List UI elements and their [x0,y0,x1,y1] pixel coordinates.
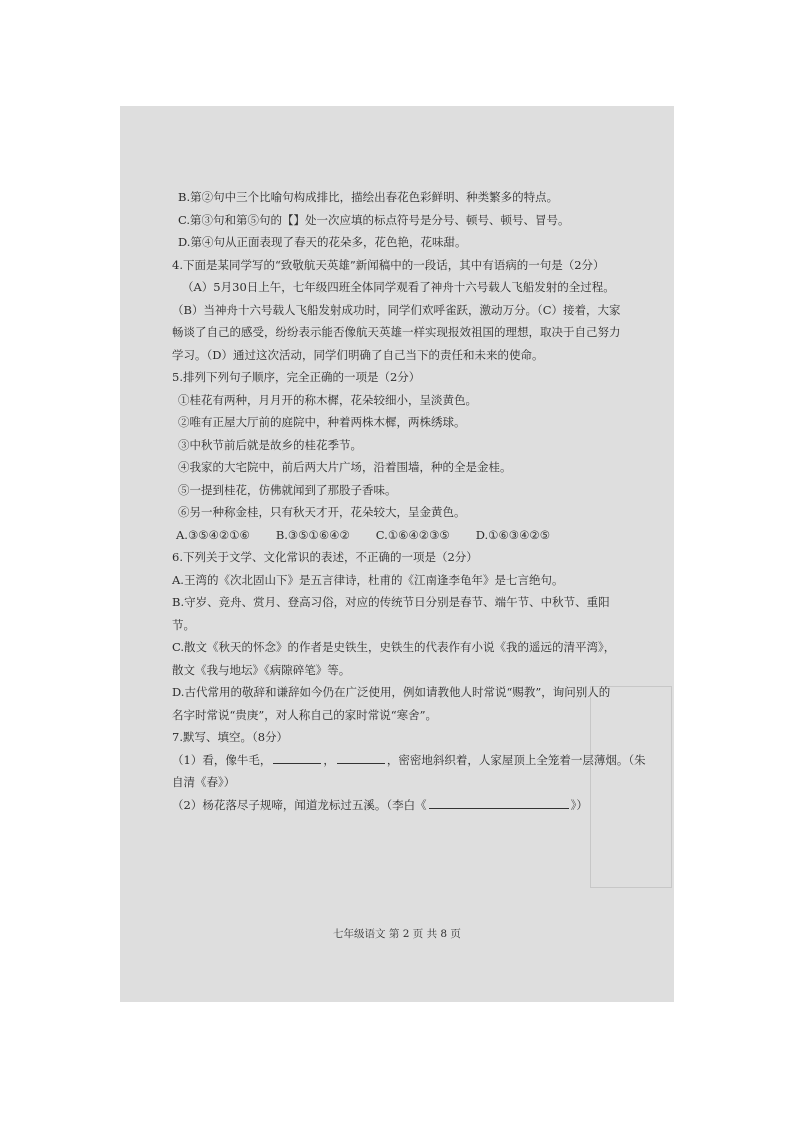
q7-item-1: （1）看，像牛毛， ， ，密密地斜织着，人家屋顶上全笼着一层薄烟。（朱 [172,752,646,767]
q4-sentence-d: 学习。（D）通过这次活动，同学们明确了自己当下的责任和未来的使命。 [172,347,544,362]
q3-option-c: C.第③句和第⑤句的【】处一次应填的标点符号是分号、顿号、顿号、冒号。 [178,212,570,227]
q6-option-d-cont: 名字时常说“贵庚”，对人称自己的家时常说“寒舍”。 [172,707,438,722]
q4-sentence-b: （B）当神舟十六号载人飞船发射成功时，同学们欢呼雀跃，激动万分。（C）接着，大家 [172,302,621,317]
q7-item-2: （2）杨花落尽子规啼，闻道龙标过五溪。（李白《 》） [172,797,588,812]
question-7: 7.默写、填空。（8分） [172,730,289,744]
q6-option-b-cont: 节。 [172,617,195,632]
q7-item-1-cont: 自清《春》） [172,775,236,789]
page-footer: 七年级语文 第 2 页 共 8 页 [333,928,461,940]
exam-content [172,186,646,816]
q6-option-c: C.散文《秋天的怀念》的作者是史铁生，史铁生的代表作有小说《我的遥远的清平湾》， [172,640,616,654]
q5-option-b: B.③⑤①⑥④② [275,527,350,542]
q5-sentence-2: ②唯有正屋大厅前的庭院中，种着两株木樨，两株绣球。 [178,415,466,429]
q6-option-a: A.王湾的《次北固山下》是五言律诗，杜甫的《江南逢李龟年》是七言绝句。 [172,572,564,587]
q3-option-b: B.第②句中三个比喻句构成排比，描绘出春花色彩鲜明、种类繁多的特点。 [178,190,559,204]
answer-blank-3[interactable] [429,796,569,809]
answer-blank-2[interactable] [337,751,385,764]
q5-sentence-5: ⑤一提到桂花，仿佛就闻到了那股子香味。 [178,482,397,497]
q4-sentence-b-cont: 畅谈了自己的感受，纷纷表示能否像航天英雄一样实现报效祖国的理想，取决于自己努力 [172,325,621,339]
q5-sentence-1: ①桂花有两种，月月开的称木樨，花朵较细小，呈淡黄色。 [178,392,477,407]
q5-option-d: D.①⑥③④②⑤ [475,527,551,542]
q6-option-b: B.守岁、竞舟、赏月、登高习俗，对应的传统节日分别是春节、端午节、中秋节、重阳 [172,595,610,609]
q5-option-a: A.③⑤④②①⑥ [176,527,250,542]
q5-sentence-3: ③中秋节前后就是故乡的桂花季节。 [178,437,362,452]
q5-options [172,524,617,547]
q4-sentence-a: （A）5月30日上午，七年级四班全体同学观看了神舟十六号载人飞船发射的全过程。 [182,280,615,294]
q5-sentence-4: ④我家的大宅院中，前后两大片广场，沿着围墙，种的全是金桂。 [178,460,512,474]
q5-sentence-6: ⑥另一种称金桂，只有秋天才开，花朵较大，呈金黄色。 [178,505,466,519]
question-6: 6.下列关于文学、文化常识的表述，不正确的一项是（2分） [172,550,478,564]
q3-option-d: D.第④句从正面表现了春天的花朵多，花色艳，花味甜。 [178,235,467,249]
question-4: 4.下面是某同学写的“致敬航天英雄”新闻稿中的一段话，其中有语病的一句是（2分） [172,257,605,272]
q6-option-d: D.古代常用的敬辞和谦辞如今仍在广泛使用，例如请教他人时常说“赐教”，询问别人的 [172,685,611,699]
scanned-exam-page [120,106,674,1002]
q6-option-c-cont: 散文《我与地坛》《病隙碎笔》等。 [172,662,351,677]
q5-option-c: C.①⑥④②③⑤ [375,527,450,542]
answer-blank-1[interactable] [273,751,321,764]
question-5: 5.排列下列句子顺序，完全正确的一项是（2分） [172,370,421,384]
